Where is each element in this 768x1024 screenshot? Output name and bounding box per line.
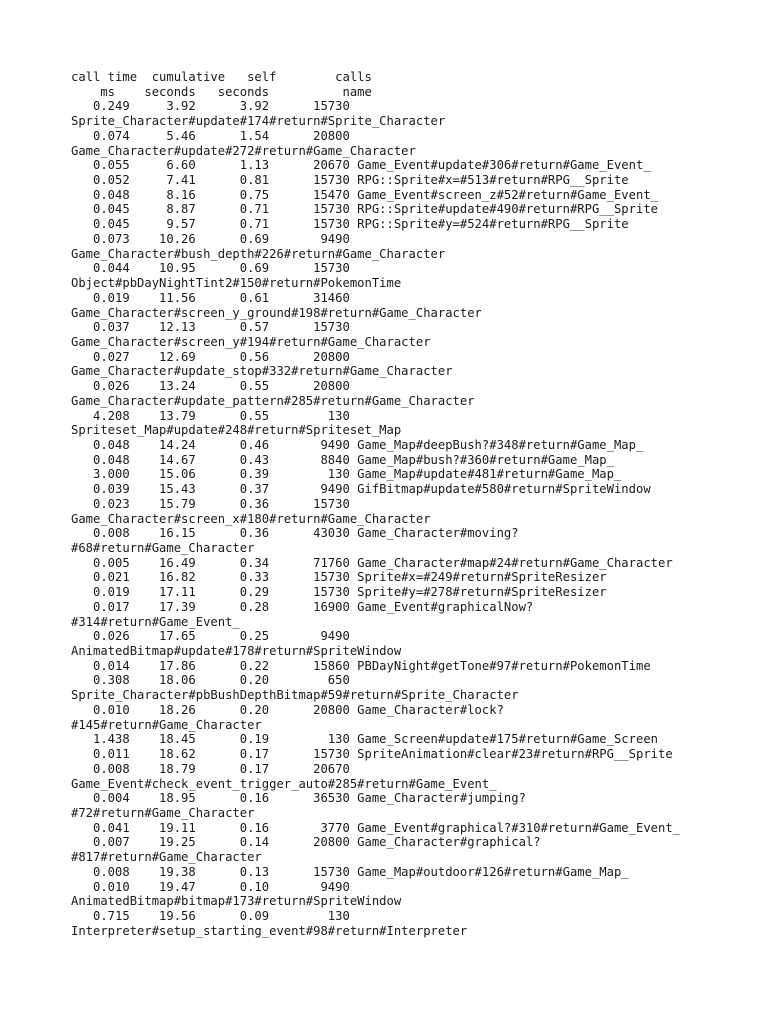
profile-line: 0.048 8.16 0.75 15470 Game_Event#screen_z#52#return#Game_Event_ (71, 187, 658, 202)
profile-line: 0.039 15.43 0.37 9490 GifBitmap#update#580#return#SpriteWindow (71, 482, 651, 497)
profile-line: 0.037 12.13 0.57 15730 (71, 320, 350, 335)
profile-line: Spriteset_Map#update#248#return#Spriteset_Map (71, 423, 402, 438)
profile-line: 0.017 17.39 0.28 16900 Game_Event#graphicalNow? (71, 599, 534, 614)
profile-line: 1.438 18.45 0.19 130 Game_Screen#update#175#return#Game_Screen (71, 732, 658, 747)
profile-line: 0.055 6.60 1.13 20670 Game_Event#update#306#return#Game_Event_ (71, 158, 651, 173)
profile-line: 0.045 8.87 0.71 15730 RPG::Sprite#update#490#return#RPG__Sprite (71, 202, 658, 217)
profile-line: 0.008 19.38 0.13 15730 Game_Map#outdoor#126#return#Game_Map_ (71, 864, 629, 879)
profile-line: Game_Character#update_stop#332#return#Game_Character (71, 364, 453, 379)
profile-line: Game_Character#update#272#return#Game_Character (71, 143, 416, 158)
profile-line: 0.008 18.79 0.17 20670 (71, 761, 350, 776)
profile-line: 0.008 16.15 0.36 43030 Game_Character#moving? (71, 526, 519, 541)
profile-line: #817#return#Game_Character (71, 850, 262, 865)
profile-line: 0.073 10.26 0.69 9490 (71, 231, 350, 246)
profile-line: 0.019 17.11 0.29 15730 Sprite#y=#278#return#SpriteResizer (71, 585, 607, 600)
profile-line: 0.014 17.86 0.22 15860 PBDayNight#getTone#97#return#PokemonTime (71, 658, 651, 673)
profile-line: AnimatedBitmap#update#178#return#SpriteWindow (71, 644, 402, 659)
column-header-line-2: ms seconds seconds name (71, 84, 372, 99)
profile-line: 0.019 11.56 0.61 31460 (71, 290, 350, 305)
profile-line: 0.027 12.69 0.56 20800 (71, 349, 350, 364)
profile-line: #145#return#Game_Character (71, 717, 262, 732)
profile-line: 0.010 18.26 0.20 20800 Game_Character#lock? (71, 702, 504, 717)
profile-line: Game_Character#screen_x#180#return#Game_Character (71, 511, 431, 526)
profile-line: Object#pbDayNightTint2#150#return#PokemonTime (71, 276, 402, 291)
profile-line: 0.026 17.65 0.25 9490 (71, 629, 350, 644)
profile-line: 0.052 7.41 0.81 15730 RPG::Sprite#x=#513#return#RPG__Sprite (71, 173, 629, 188)
profile-line: 0.004 18.95 0.16 36530 Game_Character#jumping? (71, 791, 526, 806)
profile-line: Game_Character#bush_depth#226#return#Game_Character (71, 246, 446, 261)
profile-line: 0.308 18.06 0.20 650 (71, 673, 350, 688)
profile-line: 0.021 16.82 0.33 15730 Sprite#x=#249#return#SpriteResizer (71, 570, 607, 585)
profile-line: Game_Event#check_event_trigger_auto#285#return#Game_Event_ (71, 776, 497, 791)
profile-line: 3.000 15.06 0.39 130 Game_Map#update#481#return#Game_Map_ (71, 467, 622, 482)
profile-line: Game_Character#update_pattern#285#return#Game_Character (71, 393, 475, 408)
profile-line: #68#return#Game_Character (71, 541, 255, 555)
profile-line: Game_Character#screen_y_ground#198#return#Game_Character (71, 305, 482, 320)
profile-line: 0.011 18.62 0.17 15730 SpriteAnimation#clear#23#return#RPG__Sprite (71, 747, 673, 762)
profile-line: 0.023 15.79 0.36 15730 (71, 496, 350, 511)
profile-line: 0.048 14.67 0.43 8840 Game_Map#bush?#360#return#Game_Map_ (71, 452, 614, 467)
profile-line: #314#return#Game_Event_ (71, 614, 240, 629)
profile-line: 0.026 13.24 0.55 20800 (71, 379, 350, 394)
profile-line: 0.048 14.24 0.46 9490 Game_Map#deepBush?#348#return#Game_Map_ (71, 437, 644, 452)
profile-line: #72#return#Game_Character (71, 805, 255, 820)
profile-line: 0.007 19.25 0.14 20800 Game_Character#graphical? (71, 835, 541, 850)
profile-line: 0.041 19.11 0.16 3770 Game_Event#graphical?#310#return#Game_Event_ (71, 820, 681, 835)
profile-line: 0.074 5.46 1.54 20800 (71, 128, 350, 143)
profile-line: 0.005 16.49 0.34 71760 Game_Character#map#24#return#Game_Character (71, 555, 673, 570)
profile-line: 0.249 3.92 3.92 15730 (71, 99, 350, 114)
profile-line: 0.010 19.47 0.10 9490 (71, 879, 350, 894)
profile-line: Interpreter#setup_starting_event#98#return#Interpreter (71, 923, 468, 938)
profile-line: Sprite_Character#update#174#return#Sprite_Character (71, 114, 446, 129)
profile-line: 0.715 19.56 0.09 130 (71, 908, 350, 923)
profile-line: Sprite_Character#pbBushDepthBitmap#59#return#Sprite_Character (71, 688, 519, 703)
profile-line: 4.208 13.79 0.55 130 (71, 408, 350, 423)
profile-line: 0.044 10.95 0.69 15730 (71, 261, 350, 276)
profile-line: Game_Character#screen_y#194#return#Game_Character (71, 334, 431, 349)
profile-line: AnimatedBitmap#bitmap#173#return#SpriteWindow (71, 894, 402, 909)
profiler-output (71, 70, 680, 938)
column-header-line-1: call time cumulative self calls (71, 70, 372, 84)
profile-line: 0.045 9.57 0.71 15730 RPG::Sprite#y=#524#return#RPG__Sprite (71, 217, 629, 232)
